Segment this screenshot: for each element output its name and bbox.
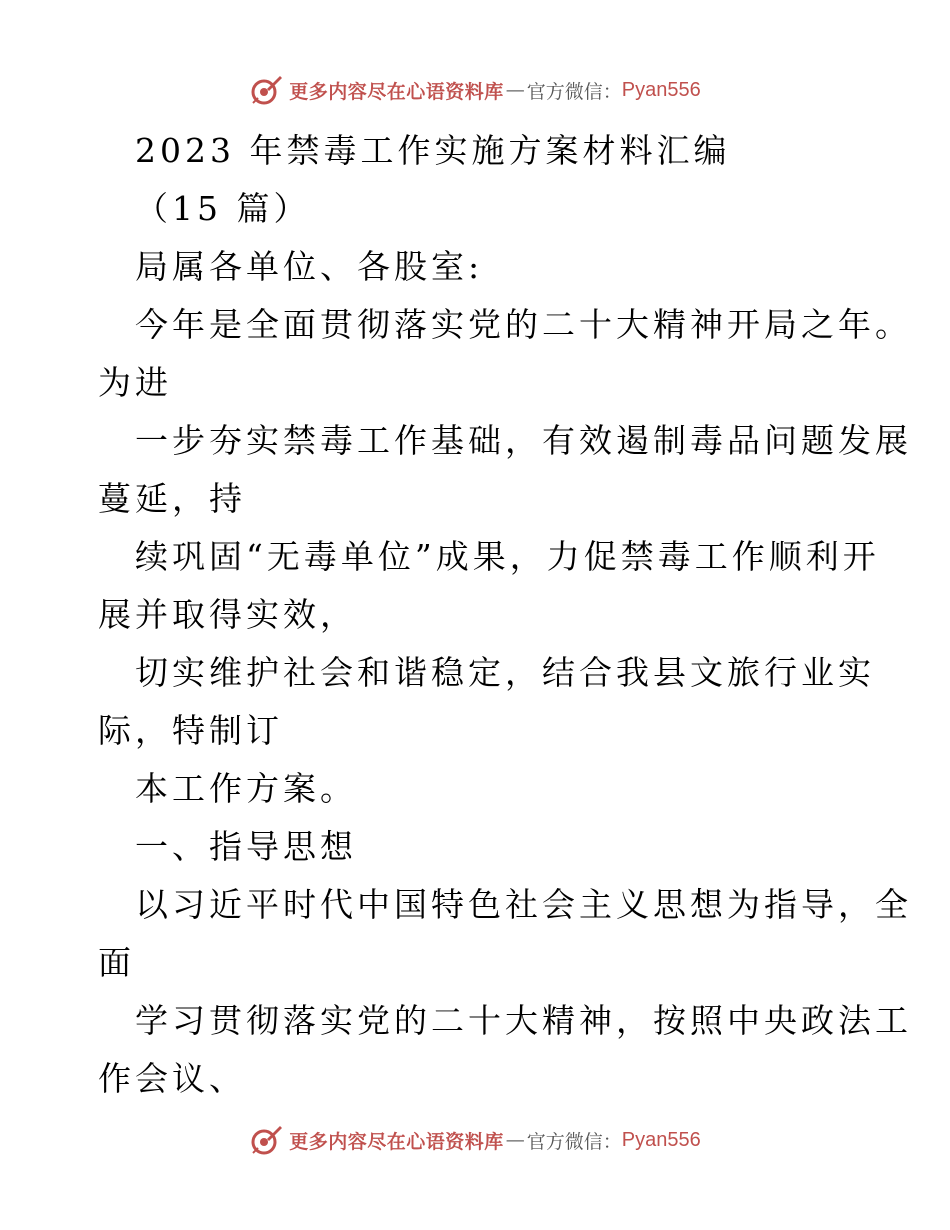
quill-logo-icon — [249, 73, 283, 107]
watermark-separator: — — [505, 1129, 525, 1151]
paragraph-line: 以习近平时代中国特色社会主义思想为指导，全 — [135, 885, 912, 924]
paragraph-line: 作会议、 — [98, 1059, 246, 1098]
watermark-contact-label: 官方微信： — [526, 1130, 622, 1153]
document-body — [98, 122, 912, 1108]
paragraph-line: 展并取得实效， — [98, 595, 357, 634]
document-title: 2023 年禁毒工作实施方案材料汇编 — [135, 131, 731, 170]
paragraph-line: 今年是全面贯彻落实党的二十大精神开局之年。 — [135, 305, 912, 344]
watermark-contact-label: 官方微信： — [526, 80, 622, 103]
paragraph-line: 本工作方案。 — [135, 769, 357, 808]
paragraph-line: 学习贯彻落实党的二十大精神，按照中央政法工 — [135, 1001, 912, 1040]
quill-logo-icon — [249, 1123, 283, 1157]
paragraph-line: 为进 — [98, 363, 172, 402]
watermark-contact-id: Pyan556 — [621, 78, 701, 101]
watermark-banner-top — [0, 70, 950, 110]
watermark-banner-bottom — [0, 1120, 950, 1160]
paragraph-line: 面 — [98, 943, 135, 982]
salutation: 局属各单位、各股室: — [135, 247, 484, 286]
watermark-separator: — — [505, 79, 525, 101]
watermark-contact-id: Pyan556 — [621, 1128, 701, 1151]
paragraph-line: 切实维护社会和谐稳定，结合我县文旅行业实 — [135, 653, 875, 692]
section-heading: 一、指导思想 — [135, 827, 357, 866]
document-subtitle: （15 篇） — [135, 189, 311, 228]
paragraph-line: 续巩固“无毒单位”成果，力促禁毒工作顺利开 — [135, 537, 880, 576]
watermark-text: 更多内容尽在心语资料库 — [289, 1130, 504, 1153]
paragraph-line: 蔓延，持 — [98, 479, 246, 518]
watermark-text: 更多内容尽在心语资料库 — [289, 80, 504, 103]
paragraph-line: 一步夯实禁毒工作基础，有效遏制毒品问题发展 — [135, 421, 912, 460]
paragraph-line: 际，特制订 — [98, 711, 283, 750]
